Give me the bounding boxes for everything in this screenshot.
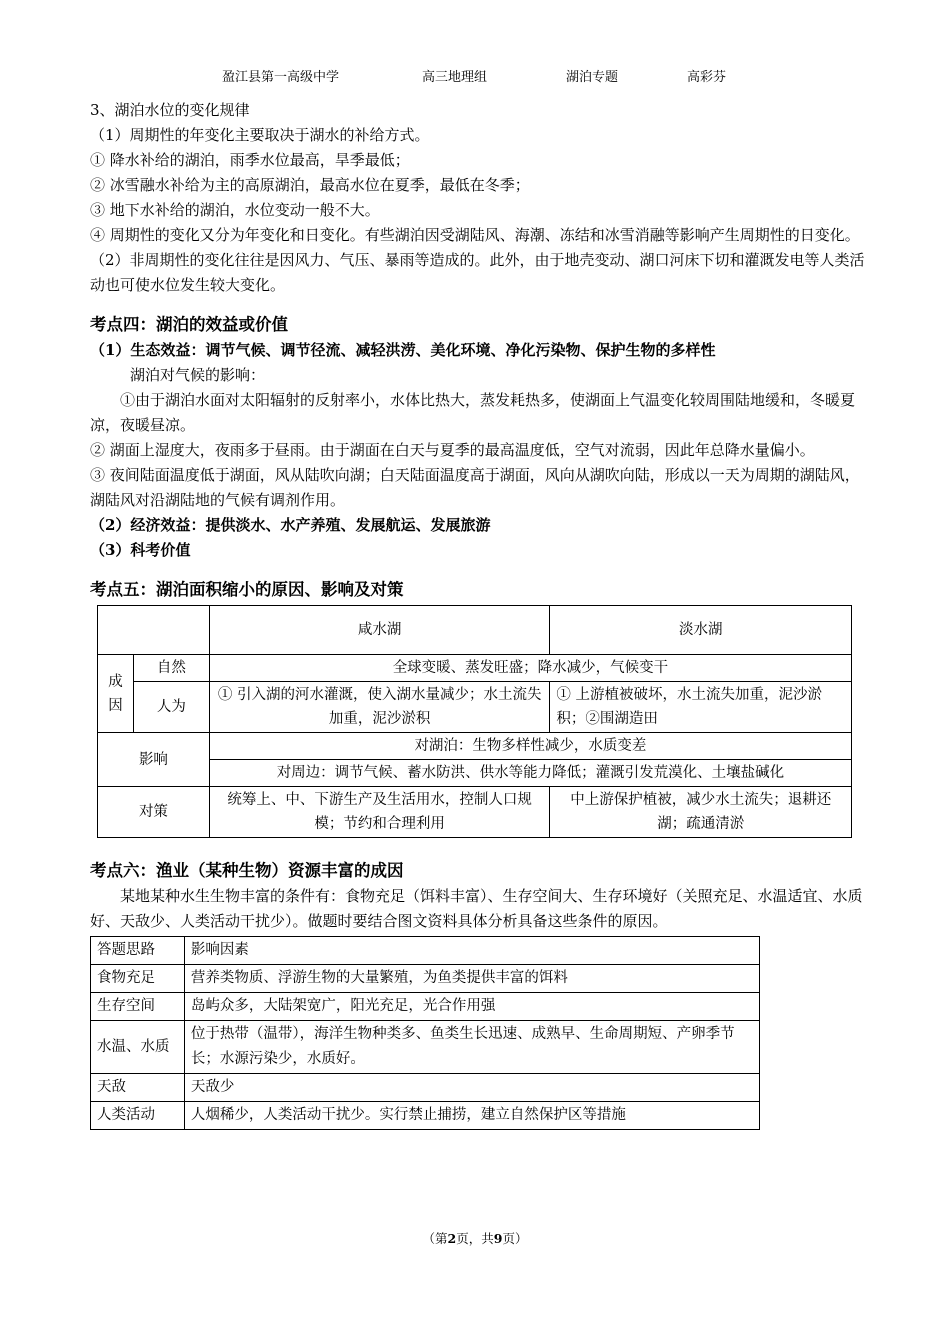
- footer-mid: 页，共: [456, 1231, 494, 1246]
- kp6-row-value: 天敌少: [184, 1074, 759, 1102]
- kp6-head-1: 答题思路: [91, 937, 185, 965]
- kp5-measure-label: 对策: [98, 787, 210, 838]
- kp4-eco-benefit: （1）生态效益：调节气候、调节径流、减轻洪涝、美化环境、净化污染物、保护生物的多样性: [90, 341, 716, 359]
- kp6-intro: 某地某种水生生物丰富的条件有：食物充足（饵料丰富）、生存空间大、生存环境好（关照充足、水温适宜、水质好、天敌少、人类活动干扰少）。做题时要结合图文资料具体分析具备这些条件的原因。: [90, 887, 863, 930]
- header-author: 高彩芬: [687, 70, 727, 85]
- kp5-impact-2: 对周边：调节气候、蓄水防洪、供水等能力降低；灌溉引发荒漠化、土壤盐碱化: [209, 760, 851, 787]
- header-school: 盈江县第一高级中学: [222, 70, 340, 85]
- kp6-head-row: [91, 937, 760, 965]
- footer-page-number: 2: [447, 1231, 457, 1246]
- kp6-row-key: 食物充足: [91, 965, 185, 993]
- kp5-measure-fresh: 中上游保护植被，减少水土流失；退耕还湖；疏通清淤: [550, 787, 852, 838]
- kp5-human-label: 人为: [133, 682, 209, 733]
- footer-prefix: （第: [422, 1231, 448, 1246]
- table-row: [91, 1074, 760, 1102]
- kp5-col-salt: 咸水湖: [209, 606, 550, 655]
- kp6-table: [90, 936, 760, 1130]
- kp6-row-key: 水温、水质: [91, 1021, 185, 1074]
- section3-item3: ③ 地下水补给的湖泊，水位变动一般不大。: [90, 201, 380, 219]
- kp5-table: [97, 605, 852, 838]
- kp6-row-value: 岛屿众多，大陆架宽广，阳光充足，光合作用强: [184, 993, 759, 1021]
- section3-item4: ④ 周期性的变化又分为年变化和日变化。有些湖泊因受湖陆风、海潮、冻结和冰雪消融等影响产生周期性的日变化。: [90, 226, 860, 244]
- kp5-natural-text: 全球变暖、蒸发旺盛；降水减少，气候变干: [209, 655, 851, 682]
- kp5-measure-salt: 统筹上、中、下游生产及生活用水，控制人口规模；节约和合理利用: [209, 787, 550, 838]
- kp6-title: 考点六：渔业（某种生物）资源丰富的成因: [90, 861, 404, 880]
- kp5-natural-label: 自然: [133, 655, 209, 682]
- table-row: [91, 1102, 760, 1130]
- kp4-climate-intro: 湖泊对气候的影响：: [130, 366, 266, 384]
- kp6-row-key: 天敌: [91, 1074, 185, 1102]
- header-topic: 湖泊专题: [566, 70, 619, 85]
- kp5-title: 考点五：湖泊面积缩小的原因、影响及对策: [90, 580, 404, 599]
- page-footer: [0, 1229, 950, 1247]
- section3-item2: ② 冰雪融水补给为主的高原湖泊，最高水位在夏季，最低在冬季；: [90, 176, 530, 194]
- kp5-human-fresh: ① 上游植被破坏，水土流失加重，泥沙淤积；②围湖造田: [550, 682, 852, 733]
- header-group: 高三地理组: [422, 70, 488, 85]
- kp4-title: 考点四：湖泊的效益或价值: [90, 315, 288, 334]
- section3-title: 3、湖泊水位的变化规律: [90, 101, 250, 119]
- kp6-row-value: 位于热带（温带），海洋生物种类多、鱼类生长迅速、成熟早、生命周期短、产卵季节长；水源污染少，水质好。: [184, 1021, 759, 1074]
- kp6-row-key: 人类活动: [91, 1102, 185, 1130]
- footer-suffix: 页）: [502, 1231, 528, 1246]
- page-content: [90, 98, 865, 1130]
- kp6-row-value: 营养类物质、浮游生物的大量繁殖，为鱼类提供丰富的饵料: [184, 965, 759, 993]
- kp6-head-2: 影响因素: [184, 937, 759, 965]
- kp5-cause-text: 成因: [108, 673, 123, 714]
- table-row: [91, 965, 760, 993]
- section3-item1: ① 降水补给的湖泊，雨季水位最高，旱季最低；: [90, 151, 410, 169]
- kp5-impact-1: 对湖泊：生物多样性减少，水质变差: [209, 733, 851, 760]
- kp4-sci-value: （3）科考价值: [90, 541, 191, 559]
- kp4-climate-1: ①由于湖泊水面对太阳辐射的反射率小，水体比热大，蒸发耗热多，使湖面上气温变化较周围陆地缓和，冬暖夏凉，夜暖昼凉。: [90, 391, 856, 434]
- section3-p1: （1）周期性的年变化主要取决于湖水的补给方式。: [90, 126, 430, 144]
- kp5-impact-label: 影响: [98, 733, 210, 787]
- table-row: [91, 993, 760, 1021]
- kp4-econ-benefit: （2）经济效益：提供淡水、水产养殖、发展航运、发展旅游: [90, 516, 491, 534]
- kp6-row-key: 生存空间: [91, 993, 185, 1021]
- kp5-human-salt: ① 引入湖的河水灌溉，使入湖水量减少；水土流失加重，泥沙淤积: [209, 682, 550, 733]
- footer-total-pages: 9: [493, 1231, 503, 1246]
- table-row: [91, 1021, 760, 1074]
- kp5-cause-label: [98, 655, 134, 733]
- kp4-climate-3: ③ 夜间陆面温度低于湖面，风从陆吹向湖；白天陆面温度高于湖面，风向从湖吹向陆，形成以一天为周期的湖陆风，湖陆风对沿湖陆地的气候有调剂作用。: [90, 466, 860, 509]
- kp5-col-fresh: 淡水湖: [550, 606, 852, 655]
- kp4-climate-2: ② 湖面上湿度大，夜雨多于昼雨。由于湖面在白天与夏季的最高温度低，空气对流弱，因此年总降水量偏小。: [90, 441, 815, 459]
- kp5-corner-cell: [98, 606, 210, 655]
- section3-p2: （2）非周期性的变化往往是因风力、气压、暴雨等造成的。此外，由于地壳变动、湖口河床下切和灌溉发电等人类活动也可使水位发生较大变化。: [90, 251, 865, 294]
- kp6-row-value: 人烟稀少，人类活动干扰少。实行禁止捕捞，建立自然保护区等措施: [184, 1102, 759, 1130]
